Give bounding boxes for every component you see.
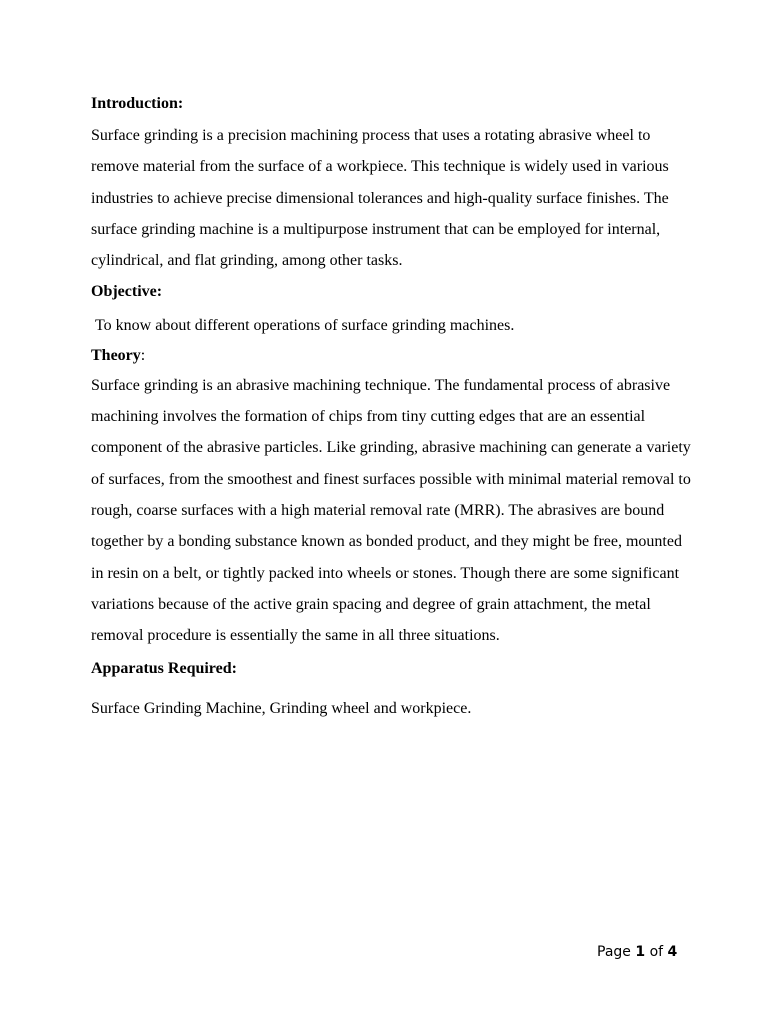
page-number-footer bbox=[597, 942, 677, 962]
objective-paragraph: To know about different operations of surface grinding machines. bbox=[91, 317, 515, 335]
total-pages-number: 4 bbox=[667, 944, 678, 960]
theory-heading-label: Theory bbox=[91, 346, 141, 364]
apparatus-paragraph: Surface Grinding Machine, Grinding wheel and workpiece. bbox=[91, 700, 472, 718]
theory-paragraph: Surface grinding is an abrasive machining technique. The fundamental process of abrasive machining involves the formation of chips from tiny cutting edges that are an essential component of the abrasive particles. Like grinding, abrasive machining can generate a variety of surfaces, from the smoothest and finest surfaces possible with minimal material removal to rough, coarse surfaces with a high material removal rate (MRR). The abrasives are bound together by a bonding substance known as bonded product, and they might be free, mounted in resin on a belt, or tightly packed into wheels or stones. Though there are some significant variations because of the active grain spacing and degree of grain attachment, the metal removal procedure is essentially the same in all three situations. bbox=[91, 376, 691, 645]
theory-heading bbox=[91, 344, 691, 368]
of-label: of bbox=[649, 944, 664, 960]
introduction-paragraph: Surface grinding is a precision machining process that uses a rotating abrasive wheel to remove material from the surface of a workpiece. This technique is widely used in various industries to achieve precise dimensional tolerances and high-quality surface finishes. The surface grinding machine is a multipurpose instrument that can be employed for internal, cylindrical, and flat grinding, among other tasks. bbox=[91, 127, 669, 270]
page-label: Page bbox=[597, 944, 631, 960]
objective-heading: Objective: bbox=[91, 283, 163, 301]
document-body bbox=[91, 92, 691, 725]
introduction-heading: Introduction: bbox=[91, 95, 184, 112]
apparatus-heading: Apparatus Required: bbox=[91, 660, 237, 678]
current-page-number: 1 bbox=[635, 944, 646, 960]
theory-heading-colon: : bbox=[140, 346, 146, 364]
